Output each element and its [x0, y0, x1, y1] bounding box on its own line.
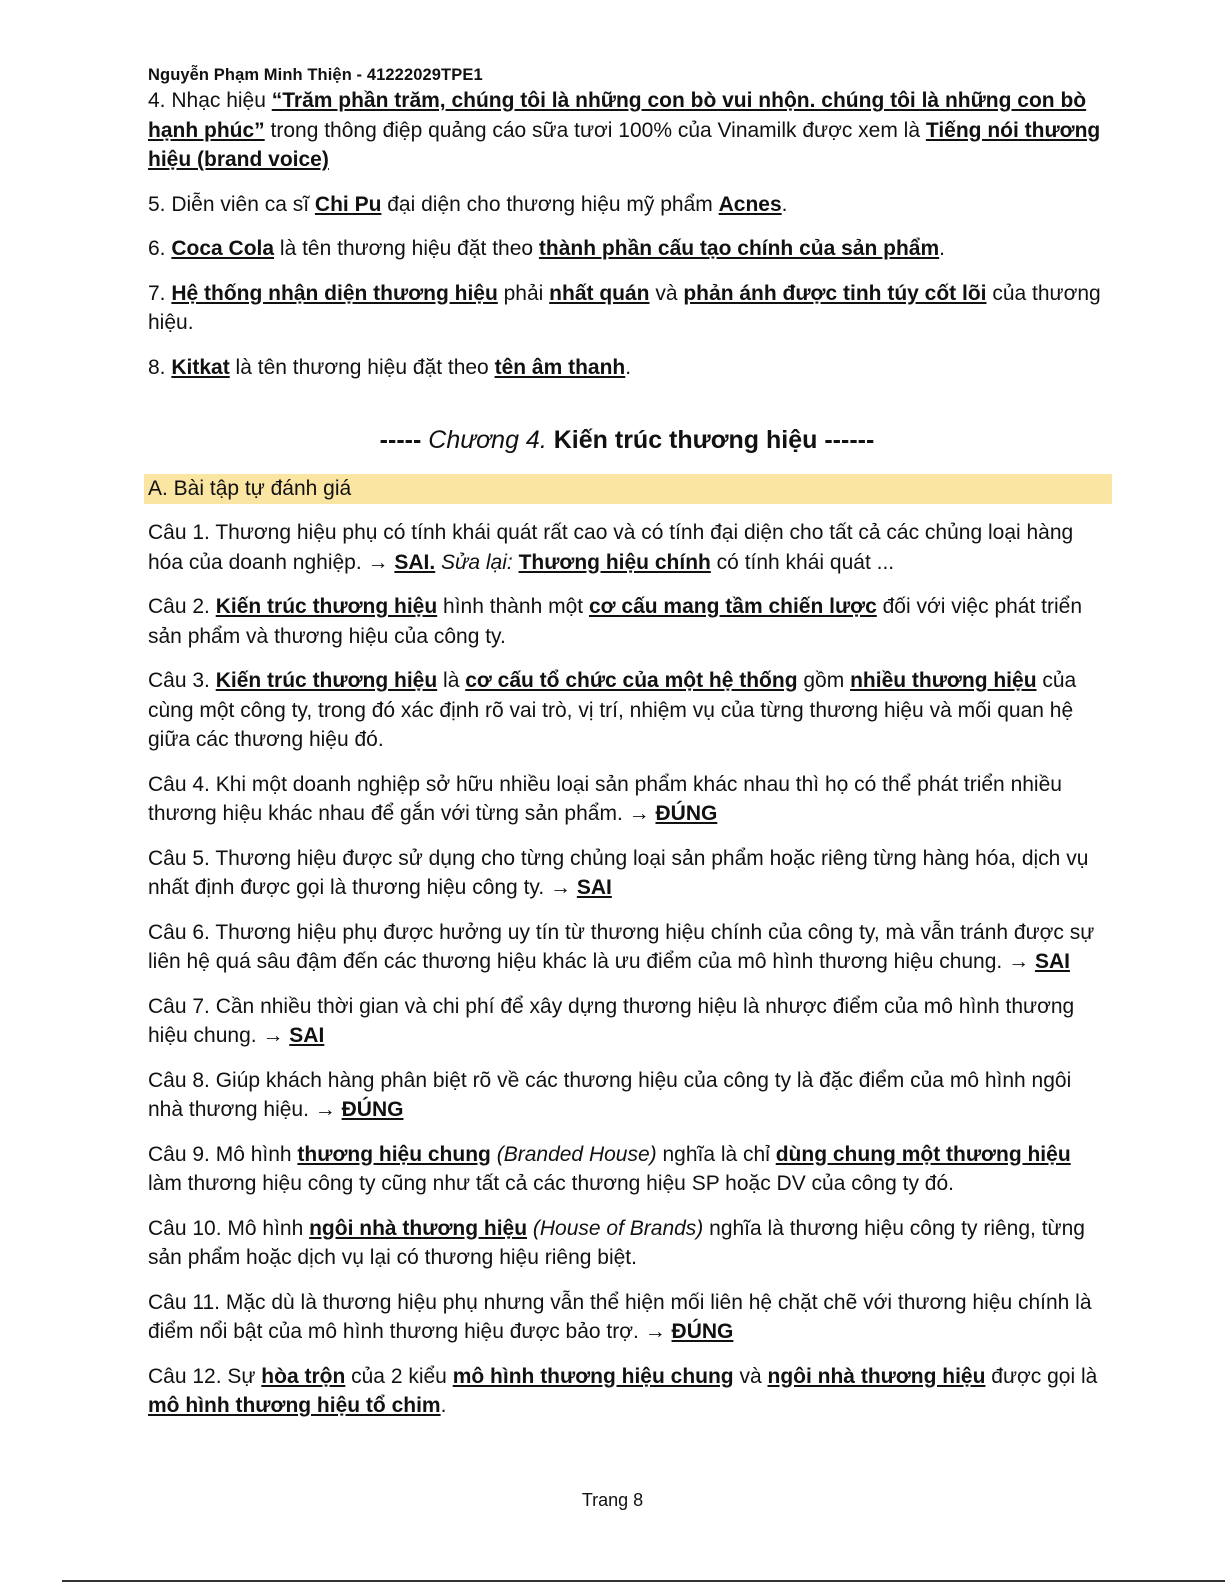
arrow-icon: → [644, 1320, 666, 1343]
verdict: ĐÚNG [655, 802, 718, 825]
answer: phản ánh được tinh túy cốt lõi [683, 281, 987, 305]
question-text: Câu 7. Cần nhiều thời gian và chi phí để xây dựng thương hiệu là nhược điểm của mô hình thương hiệu chung. [148, 994, 1075, 1047]
question-10 [148, 1214, 1106, 1273]
question-text: Câu 1. Thương hiệu phụ có tính khái quát rất cao và có tính đại diện cho tất cả các chủng loại hàng hóa của doanh nghiệp. [148, 521, 1074, 574]
answer: Acnes [718, 192, 782, 216]
item-text: của thương hiệu. [148, 281, 1101, 334]
chapter-label: Chương 4. [428, 426, 547, 454]
question-6 [148, 918, 1106, 977]
question-text: làm thương hiệu công ty cũng như tất cả các thương hiệu SP hoặc DV của công ty đó. [148, 1172, 954, 1195]
question-11 [148, 1288, 1106, 1347]
verdict: SAI [576, 876, 612, 899]
arrow-icon: → [314, 1098, 336, 1121]
question-text: . [440, 1394, 447, 1417]
english-term: (Branded House) [496, 1142, 657, 1166]
question-text: của cùng một công ty, trong đó xác định rõ vai trò, vị trí, nhiệm vụ của từng thương hiệu và mối quan hệ giữa các thương hiệu đó. [148, 669, 1077, 751]
verdict: ĐÚNG [671, 1320, 734, 1343]
chapter-dash-left: ----- [379, 426, 422, 454]
item-text: 5. Diễn viên ca sĩ [148, 192, 315, 216]
question-text: Câu 12. Sự [148, 1364, 262, 1388]
question-text: Câu 4. Khi một doanh nghiệp sở hữu nhiều loại sản phẩm khác nhau thì họ có thể phát triển nhiều thương hiệu khác nhau để gắn với từng sản phẩm. [148, 772, 1062, 825]
answer: cơ cấu tổ chức của một hệ thống [465, 669, 798, 692]
english-term: (House of Brands) [532, 1216, 704, 1240]
question-text: Câu 11. Mặc dù là thương hiệu phụ nhưng vẫn thể hiện mối liên hệ chặt chẽ với thương hiệu chính là điểm nổi bật của mô hình thương hiệu được bảo trợ. [148, 1290, 1092, 1343]
arrow-icon: → [1008, 950, 1030, 973]
question-8 [148, 1066, 1106, 1125]
question-text: đối với việc phát triển sản phẩm và thương hiệu của công ty. [148, 595, 1082, 648]
item-text: 8. [148, 355, 172, 379]
answer: hòa trộn [261, 1364, 346, 1388]
answer: nhiều thương hiệu [850, 669, 1037, 692]
item-text: đại diện cho thương hiệu mỹ phẩm [381, 192, 719, 216]
item-text: phải [497, 281, 550, 305]
item-text: . [625, 355, 632, 379]
item-6 [148, 234, 1106, 264]
item-text: là tên thương hiệu đặt theo [229, 355, 495, 379]
item-7 [148, 279, 1106, 338]
question-1 [148, 518, 1106, 577]
item-8 [148, 353, 1106, 383]
question-5 [148, 844, 1106, 903]
question-text: Câu 9. Mô hình [148, 1142, 298, 1166]
item-text: 4. Nhạc hiệu [148, 89, 272, 112]
question-text: gồm [797, 669, 851, 692]
item-text: là tên thương hiệu đặt theo [274, 237, 539, 260]
question-text: Câu 2. [148, 595, 216, 618]
question-4 [148, 770, 1106, 829]
question-2 [148, 592, 1106, 651]
verdict: ĐÚNG [341, 1098, 404, 1121]
question-text: của 2 kiểu [345, 1364, 453, 1388]
answer: ngôi nhà thương hiệu [767, 1364, 986, 1388]
answer: Thương hiệu chính [518, 550, 711, 574]
document-body [148, 86, 1106, 1436]
question-text: nghĩa là thương hiệu công ty riêng, từng sản phẩm hoặc dịch vụ lại có thương hiệu riêng biệt. [148, 1216, 1085, 1269]
question-text: được gọi là [985, 1364, 1098, 1388]
item-5 [148, 190, 1106, 220]
chapter-dash-right: ------ [824, 426, 875, 454]
answer: mô hình thương hiệu chung [452, 1364, 734, 1388]
item-4 [148, 86, 1106, 175]
verdict: SAI [1034, 950, 1070, 973]
question-12 [148, 1362, 1106, 1421]
fix-label: Sửa lại: [435, 550, 519, 574]
item-text: . [939, 237, 945, 260]
answer: tên âm thanh [494, 355, 626, 379]
verdict: SAI. [394, 550, 436, 574]
answer: thành phần cấu tạo chính của sản phẩm [538, 237, 940, 260]
question-text: có tính khái quát ... [710, 550, 895, 574]
answer: thương hiệu chung [297, 1142, 491, 1166]
page-bottom-divider [62, 1580, 1225, 1582]
question-7 [148, 992, 1106, 1051]
chapter-heading [148, 424, 1106, 456]
question-3 [148, 666, 1106, 755]
answer: Tiếng nói thương hiệu (brand voice) [148, 118, 1101, 171]
chapter-title: Kiến trúc thương hiệu [553, 426, 818, 454]
section-title: A. Bài tập tự đánh giá [144, 474, 1112, 504]
question-text: Câu 3. [148, 669, 216, 692]
author-header: Nguyễn Phạm Minh Thiện - 41222029TPE1 [148, 66, 483, 84]
answer: Coca Cola [171, 237, 275, 260]
question-text: nghĩa là chỉ [656, 1142, 776, 1166]
item-text: và [649, 281, 684, 305]
question-text: Câu 8. Giúp khách hàng phân biệt rõ về các thương hiệu của công ty là đặc điểm của mô hình ngôi nhà thương hiệu. [148, 1068, 1072, 1121]
question-text: và [733, 1364, 768, 1388]
item-text: 7. [148, 281, 172, 305]
answer: Kitkat [171, 355, 230, 379]
answer: ngôi nhà thương hiệu [309, 1216, 528, 1240]
arrow-icon: → [628, 802, 650, 825]
question-text: là [437, 669, 466, 692]
question-text: Câu 5. Thương hiệu được sử dụng cho từng chủng loại sản phẩm hoặc riêng từng hàng hóa, dịch vụ nhất định được gọi là thương hiệu công ty. [148, 846, 1089, 899]
question-text: Câu 10. Mô hình [148, 1216, 310, 1240]
arrow-icon: → [367, 550, 389, 574]
item-text: . [781, 192, 788, 216]
arrow-icon: → [262, 1024, 284, 1047]
answer: mô hình thương hiệu tổ chim [148, 1394, 441, 1417]
answer: cơ cấu mang tầm chiến lược [588, 595, 877, 618]
question-9 [148, 1140, 1106, 1199]
item-text: trong thông điệp quảng cáo sữa tươi 100% của Vinamilk được xem là [264, 118, 926, 142]
question-text: hình thành một [437, 595, 589, 618]
answer: dùng chung một thương hiệu [775, 1142, 1071, 1166]
page-number: Trang 8 [581, 1490, 644, 1510]
verdict: SAI [289, 1024, 325, 1047]
arrow-icon: → [550, 876, 572, 899]
answer: “Trăm phần trăm, chúng tôi là những con bò vui nhộn. chúng tôi là những con bò hạnh phúc” [148, 89, 1087, 142]
answer: Hệ thống nhận diện thương hiệu [171, 281, 498, 305]
item-text: 6. [148, 237, 172, 260]
answer: Chi Pu [314, 192, 382, 216]
question-text: Câu 6. Thương hiệu phụ được hưởng uy tín từ thương hiệu chính của công ty, mà vẫn tránh được sự liên hệ quá sâu đậm đến các thương hiệu khác là ưu điểm của mô hình thương hiệu chung. [148, 920, 1095, 973]
answer: Kiến trúc thương hiệu [215, 669, 438, 692]
answer: nhất quán [549, 281, 650, 305]
answer: Kiến trúc thương hiệu [215, 595, 438, 618]
